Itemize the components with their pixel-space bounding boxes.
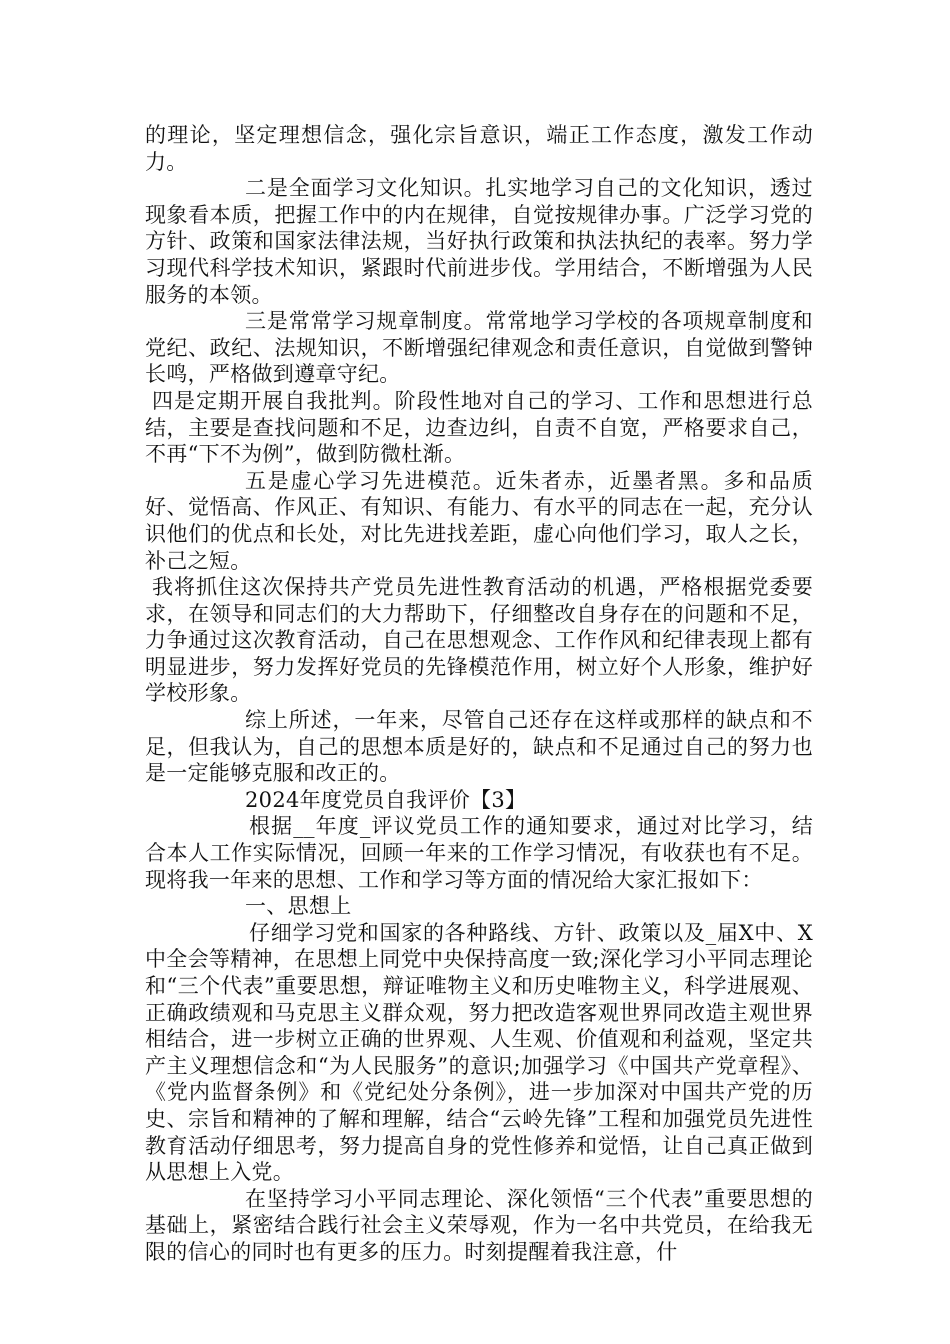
paragraph: 的理论，坚定理想信念，强化宗旨意识，端正工作态度，激发工作动力。 [145,123,813,174]
paragraph: 四是定期开展自我批判。阶段性地对自己的学习、工作和思想进行总结，主要是查找问题和不足，边查边纠，自责不自宽，严格要求自己，不再“下不为例”，做到防微杜渐。 [145,388,813,467]
paragraph: 仔细学习党和国家的各种路线、方针、政策以及_届X中、X中全会等精神，在思想上同党中央保持高度一致;深化学习小平同志理论和“三个代表”重要思想，辩证唯物主义和历史唯物主义，科学进展观、正确政绩观和马克思主义群众观，努力把改造客观世界同改造主观世界相结合，进一步树立正确的世界观、人生观、价值观和利益观，坚定共产主义理想信念和“为人民服务”的意识;加强学习《中国共产党章程》、《党内监督条例》和《党纪处分条例》，进一步加深对中国共产党的历史、宗旨和精神的了解和理解，结合“云岭先锋”工程和加强党员先进性教育活动仔细思考，努力提高自身的党性修养和觉悟，让自己真正做到从思想上入党。 [145,920,813,1185]
paragraph: 二是全面学习文化知识。扎实地学习自己的文化知识，透过现象看本质，把握工作中的内在规律，自觉按规律办事。广泛学习党的方针、政策和国家法律法规，当好执行政策和执法执纪的表率。努力学习现代科学技术知识，紧跟时代前进步伐。学用结合，不断增强为人民服务的本领。 [145,176,813,307]
paragraph: 我将抓住这次保持共产党员先进性教育活动的机遇，严格根据党委要求，在领导和同志们的大力帮助下，仔细整改自身存在的问题和不足，力争通过这次教育活动，自己在思想观念、工作作风和纪律表现上都有明显进步，努力发挥好党员的先锋模范作用，树立好个人形象，维护好学校形象。 [145,575,813,706]
document-body [145,122,813,1266]
paragraph: 根据__年度_评议党员工作的通知要求，通过对比学习，结合本人工作实际情况，回顾一年来的工作学习情况，有收获也有不足。现将我一年来的思想、工作和学习等方面的情况给大家汇报如下： [145,814,813,892]
paragraph: 三是常常学习规章制度。常常地学习学校的各项规章制度和党纪、政纪、法规知识，不断增强纪律观念和责任意识，自觉做到警钟长鸣，严格做到遵章守纪。 [145,309,813,387]
subsection-heading: 一、思想上 [245,894,352,919]
section-title: 2024年度党员自我评价【3】 [245,787,527,812]
paragraph: 五是虚心学习先进模范。近朱者赤，近墨者黑。多和品质好、觉悟高、作风正、有知识、有能力、有水平的同志在一起，充分认识他们的优点和长处，对比先进找差距，虚心向他们学习，取人之长，补己之短。 [145,468,813,573]
paragraph: 综上所述，一年来，尽管自己还存在这样或那样的缺点和不足，但我认为，自己的思想本质是好的，缺点和不足通过自己的努力也是一定能够克服和改正的。 [145,708,813,786]
paragraph: 在坚持学习小平同志理论、深化领悟“三个代表”重要思想的基础上，紧密结合践行社会主义荣辱观，作为一名中共党员，在给我无限的信心的同时也有更多的压力。时刻提醒着我注意，什 [145,1186,813,1264]
